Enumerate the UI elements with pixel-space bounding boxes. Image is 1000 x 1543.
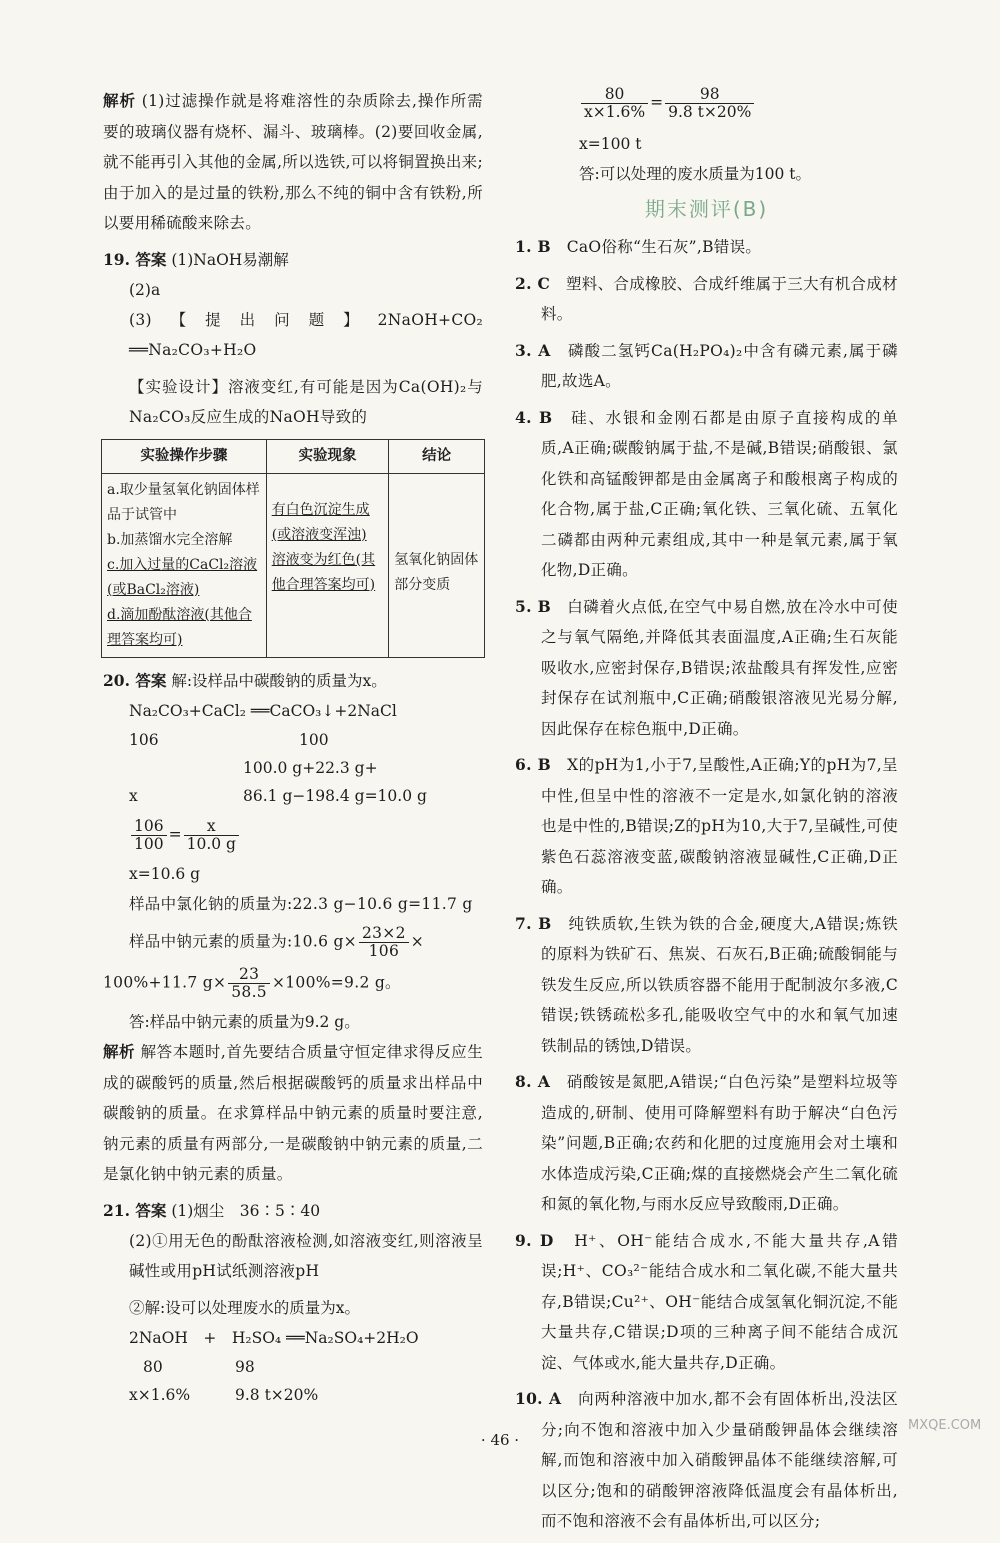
q21-ratio-row: 80 98 [143,1357,255,1376]
answer-item [515,1226,898,1379]
table-header: 结论 [389,439,485,473]
answer-item-label: 4. B [515,407,553,427]
answer-item-text: 硅、水银和金刚石都是由原子直接构成的单质,A正确;碳酸钠属于盐,不是碱,B错误;硝酸银、氯化铁和高锰酸钾都是由金属离子和酸根离子构成的化合物,属于盐,C正确;氧化铁、三氧化硫、五氧化二磷都由两种元素组成,其中一种是氧元素,属于氧化物,D正确。 [541,408,898,579]
q20-na-mass-cont: 100%+11.7 g× $\frac{23}{58.5}$ ×100%=9.2 g。 [103,965,401,1001]
answer-item-text: 硝酸铵是氮肥,A错误;“白色污染”是塑料垃圾等造成的,研制、使用可降解塑料有助于解决“白色污染”问题,B正确;农药和化肥的过度施用会对土壤和水体造成污染,C正确;煤的直接燃烧会产生二氧化硫和氮的氧化物,与雨水反应导致酸雨,D正确。 [541,1073,898,1213]
q20-mass-row: 100.0 g+22.3 g+ [243,758,378,777]
answer-item [515,750,898,903]
answer-item [515,232,898,263]
table-header: 实验操作步骤 [102,439,267,473]
q19-answer-1: 19. 答案 (1)NaOH易潮解 [103,249,289,269]
analysis-paragraph-20: 解析 解答本题时,首先要结合质量守恒定律求得反应生成的碳酸钙的质量,然后根据碳酸钙的质量求出样品中碳酸钠的质量。在求算样品中钠元素的质量时要注意,钠元素的质量有两部分,一是碳酸钠中钠元素的质量,二是氯化钠中钠元素的质量。 [103,1042,483,1183]
q21-answer-2: (2)①用无色的酚酞溶液检测,如溶液变红,则溶液呈碱性或用pH试纸测溶液pH [129,1231,483,1280]
page-number: · 46 · [480,1431,520,1449]
answer-item-text: X的pH为1,小于7,呈酸性,A正确;Y的pH为7,呈中性,但呈中性的溶液不一定是水,如氯化钠的溶液也是中性的,B错误;Z的pH为10,大于7,呈碱性,可使紫色石蕊溶液变蓝,碳酸钠溶液显碱性,C正确,D正确。 [541,756,898,896]
answer-item-label: 1. B [515,237,551,256]
q20-proportion: $\frac{106}{100}$ = $\frac{x}{10.0 g}$ [103,818,483,853]
table-cell-steps: a.取少量氢氧化钠固体样品于试管中 b.加蒸馏水完全溶解 c.加入过量的CaCl₂溶液(或BaCl₂溶液) d.滴加酚酞溶液(其他合理答案均可) [102,473,267,657]
q21-x-value: x=100 t [579,135,642,153]
q21-proportion: $\frac{80}{x\times 1.6\%}$ = $\frac{98}{9.8 t\times 20\%}$ [515,86,898,121]
q21-answer-1: 21. 答案 (1)烟尘 36∶5∶40 [103,1200,321,1220]
answer-item [515,592,898,745]
watermark: MXQE.COM [908,1418,982,1433]
answer-item-label: 8. A [515,1072,551,1091]
answer-item-label: 10. A [515,1389,562,1408]
q19-answer-4: 【实验设计】溶液变红,有可能是因为Ca(OH)₂与Na₂CO₃反应生成的NaOH导致的 [129,377,483,426]
answer-item [515,1384,898,1537]
answer-item-text: 塑料、合成橡胶、合成纤维属于三大有机合成材料。 [541,274,898,323]
experiment-table [101,439,485,658]
q20-answer-intro: 20. 答案 解:设样品中碳酸钠的质量为x。 [103,670,387,690]
answer-item-label: 6. B [515,755,552,774]
answer-item-text: CaO俗称“生石灰”,B错误。 [566,238,762,256]
q20-na-mass: 样品中钠元素的质量为:10.6 g× $\frac{23\times 2}{106}$ × [129,924,425,960]
q20-ratio-row: 106 100 [129,730,329,749]
answer-item-text: 磷酸二氢钙Ca(H₂PO₄)₂中含有磷元素,属于磷肥,故选A。 [541,341,898,390]
answer-item-label: 3. A [515,340,551,360]
answer-item-text: 向两种溶液中加水,都不会有固体析出,没法区分;向不饱和溶液中加入少量硝酸钾晶体会继续溶解,而饱和溶液中加入硝酸钾晶体不能继续溶解,可以区分;饱和的硝酸钾溶液降低温度会有晶体析出,而不饱和溶液不会有晶体析出,可以区分; [541,1390,899,1530]
answer-item [515,269,898,330]
answer-item-text: H⁺、OH⁻能结合成水,不能大量共存,A错误;H⁺、CO₃²⁻能结合成水和二氧化碳,不能大量共存,B错误;Cu²⁺、OH⁻能结合成氢氧化铜沉淀,不能大量共存,C错误;D项的三种离子间不能结合成沉淀、气体或水,能大量共存,D正确。 [541,1231,898,1372]
q21-answer-3: ②解:设可以处理废水的质量为x。 [129,1298,360,1317]
analysis-paragraph-18: 解析 (1)过滤操作就是将难溶性的杂质除去,操作所需要的玻璃仪器有烧杯、漏斗、玻璃棒。(2)要回收金属,就不能再引入其他的金属,所以选铁,可以将铜置换出来;由于加入的是过量的铁粉,那么不纯的铜中含有铁粉,所以要用稀硫酸来除去。 [103,91,483,232]
q21-equation: 2NaOH + H₂SO₄ ══Na₂SO₄+2H₂O [129,1328,419,1347]
q21-final-answer: 答:可以处理的废水质量为100 t。 [579,165,811,183]
q19-answer-3: (3)【提出问题】2NaOH+CO₂ ══Na₂CO₃+H₂O [129,310,483,359]
q20-x-row: x 86.1 g−198.4 g=10.0 g [129,786,427,805]
answer-item-label: 2. C [515,273,551,293]
q20-nacl-mass: 样品中氯化钠的质量为:22.3 g−10.6 g=11.7 g [129,894,473,913]
answer-item-label: 5. B [515,596,552,616]
answer-list [515,232,898,1537]
answer-item [515,1067,898,1220]
table-cell-phenomena: 有白色沉淀生成(或溶液变浑浊) 溶液变为红色(其他合理答案均可) [266,473,389,657]
answer-item [515,909,898,1062]
answer-item-label: 9. D [515,1230,554,1250]
answer-item-label: 7. B [515,913,552,933]
q20-final-answer: 答:样品中钠元素的质量为9.2 g。 [129,1013,360,1031]
q20-x-value: x=10.6 g [129,864,201,883]
table-cell-conclusion: 氢氧化钠固体部分变质 [389,473,485,657]
answer-item [515,336,898,397]
table-header: 实验现象 [266,439,389,473]
q19-answer-2: (2)a [129,280,161,299]
q20-equation: Na₂CO₃+CaCl₂ ══CaCO₃↓+2NaCl [129,701,397,720]
q21-mass-row: x×1.6% 9.8 t×20% [129,1385,319,1404]
section-heading: 期末测评(B) [644,197,769,221]
left-column [103,86,483,1409]
answer-item-text: 白磷着火点低,在空气中易自燃,放在冷水中可使之与氧气隔绝,并降低其表面温度,A正确;生石灰能吸收水,应密封保存,B错误;浓盐酸具有挥发性,应密封保存在试剂瓶中,C正确;硝酸银溶液见光易分解,因此保存在棕色瓶中,D正确。 [541,597,898,738]
right-column [515,86,898,1543]
answer-item [515,403,898,586]
answer-item-text: 纯铁质软,生铁为铁的合金,硬度大,A错误;炼铁的原料为铁矿石、焦炭、石灰石,B正确;硫酸铜能与铁发生反应,所以铁质容器不能用于配制波尔多液,C错误;铁锈疏松多孔,能吸收空气中的水和氧气加速铁制品的锈蚀,D错误。 [541,914,898,1055]
